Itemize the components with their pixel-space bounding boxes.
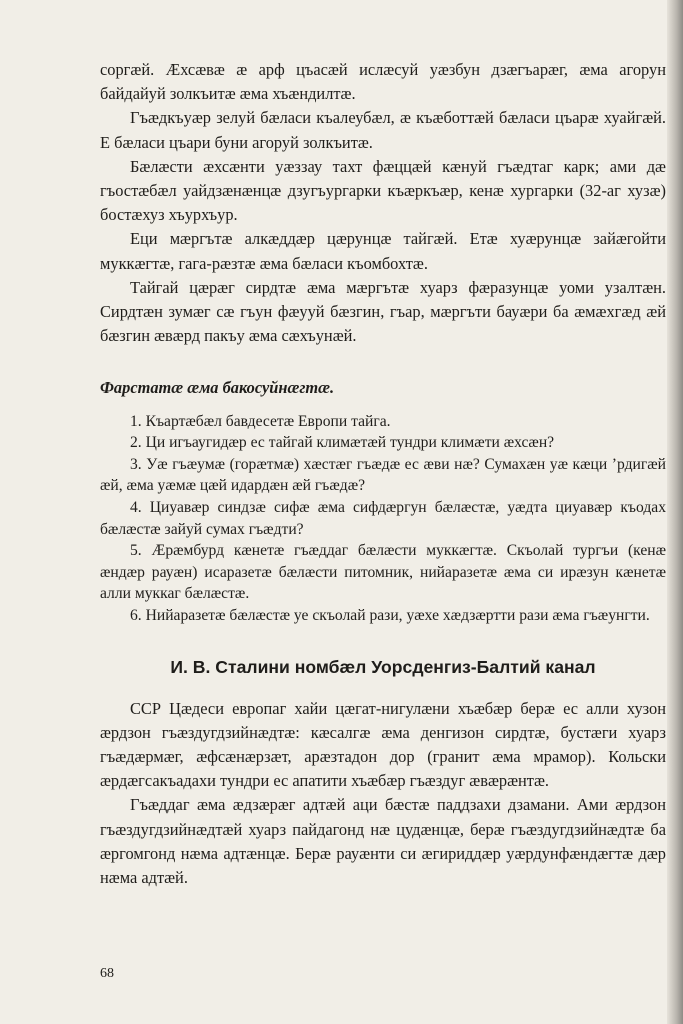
intro-paragraph-2: Гъæдкъуæр зелуй бæласи къалеубæл, æ къæботтæй бæласи цъарæ хуайгæй. Е бæласи цъари буни агоруй золкъитæ. — [100, 108, 666, 152]
book-page — [100, 58, 666, 890]
intro-paragraph-4: Еци мæргътæ алкæддæр цæрунцæ тайгæй. Етæ хуæрунцæ зайæгойти муккæгтæ, гага-рæзтæ æма бæласи къомбохтæ. — [100, 229, 666, 273]
page-number: 68 — [100, 966, 114, 981]
section-title: И. В. Сталини номбæл Уорсденгиз-Балтий канал — [170, 656, 596, 677]
question-6: 6. Нийаразетæ бæлæстæ уе скъолай рази, уæхе хæдзæртти рази æма гъæунгти. — [130, 606, 650, 624]
question-3: 3. Уæ гъæумæ (горæтмæ) хæстæг гъæдæ ес æви нæ? Сумахæн уæ кæци ’рдигæй æй, æма уæмæ цæй идардæн æй гъæдæ? — [100, 455, 666, 495]
intro-paragraph-1: соргæй. Æхсæвæ æ арф цъасæй ислæсуй уæзбун дзæгъарæг, æма агорун байдайуй золкъитæ æма хъæндилтæ. — [100, 60, 666, 104]
questions-heading: Фарстатæ æма бакосуйнæгтæ. — [100, 378, 335, 398]
section-paragraph-2: Гъæддаг æма æдзæрæг адтæй аци бæстæ паддзахи дзамани. Ами æрдзон гъæздугдзийнæдтæй хуарз пайдагонд нæ цудæнцæ, берæ гъæздугдзийнæдтæ ба æргомгонд нæма адтæнцæ. Берæ рауæнти си æгириддæр уæрдунфæндæгтæ дæр нæма адтæй. — [100, 795, 666, 887]
page-edge-shadow — [667, 0, 683, 1024]
section-paragraph-1: ССР Цæдеси европаг хайи цæгат-нигулæни хъæбæр берæ ес алли хузон æрдзон гъæздугдзийнæдтæ: кæсалгæ æма денгизон сирдтæ, бустæги хуарз гъæдæрмæг, æфсæнæрзæт, арæзтадон дор (гранит æма мрамор). Кольски æрдæгсакъадахи тундри ес апатити хъæбæр гъæздуг æвæрæнтæ. — [100, 698, 666, 791]
question-4: 4. Циуавæр синдзæ сифæ æма сифдæргун бæлæстæ, уæдта циуавæр къодах бæлæстæ зайуй сумах гъæдти? — [100, 499, 666, 538]
question-5: 5. Æрæмбурд кæнетæ гъæддаг бæлæсти муккæгтæ. Скъолай тургъи (кенæ æндæр рауæн) исаразетæ бæлæсти питомник, нийаразетæ æма си ирæзун кæнетæ алли муккаг бæлæстæ. — [100, 542, 666, 603]
question-1: 1. Къартæбæл бавдесетæ Европи тайга. — [130, 412, 391, 430]
intro-paragraph-5: Тайгай цæрæг сирдтæ æма мæргътæ хуарз фæразунцæ уоми узалтæн. Сирдтæн зумæг сæ гъун фæууй бæзгин, гъар, мæргъти бауæри ба æмæхгæд æй бæзгин æвæрд пакъу æма сæхъунæй. — [100, 277, 666, 346]
question-2: 2. Ци игъаугидæр ес тайгай климæтæй тундри климæти æхсæн? — [130, 434, 555, 452]
intro-paragraph-3: Бæлæсти æхсæнти уæззау тахт фæццæй кæнуй гъæдтаг карк; ами дæ гъостæбæл уайдзæнæнцæ дзугъургарки къæркъæр, кенæ хургарки (32-аг хузæ) бостæхуз хъурхъур. — [100, 156, 666, 225]
